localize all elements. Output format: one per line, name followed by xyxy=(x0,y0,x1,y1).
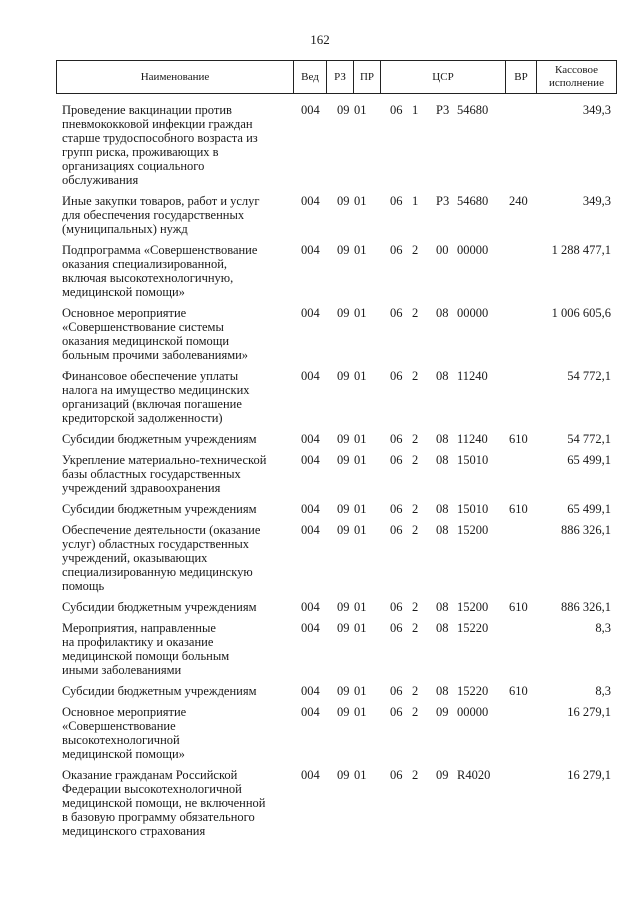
row-name-line: помощь xyxy=(62,579,105,593)
row-vr: 610 xyxy=(509,600,528,614)
row-csr-direction: 00000 xyxy=(457,306,489,320)
row-pr: 01 xyxy=(354,684,367,698)
table-row xyxy=(0,705,640,768)
header-pr: ПР xyxy=(353,61,380,93)
row-csr-program: 06 xyxy=(390,600,403,614)
row-name-line: (муниципальных) нужд xyxy=(62,222,188,236)
table-row xyxy=(0,621,640,684)
row-name xyxy=(62,369,292,425)
row-ved: 004 xyxy=(301,502,320,516)
row-csr-direction: 54680 xyxy=(457,194,489,208)
row-name xyxy=(62,243,292,299)
row-name xyxy=(62,194,292,236)
row-csr-subprogram: 2 xyxy=(412,684,419,698)
row-csr-subprogram: 2 xyxy=(412,502,419,516)
row-name xyxy=(62,103,292,187)
row-csr-subprogram: 2 xyxy=(412,432,419,446)
row-csr-direction: 54680 xyxy=(457,103,489,117)
row-csr-event: 08 xyxy=(436,306,449,320)
row-name-line: Субсидии бюджетным учреждениям xyxy=(62,600,257,614)
row-name-line: Оказание гражданам Российской xyxy=(62,768,238,782)
row-ved: 004 xyxy=(301,243,320,257)
row-pr: 01 xyxy=(354,523,367,537)
table-body xyxy=(0,103,640,845)
row-name-line: Субсидии бюджетным учреждениям xyxy=(62,684,257,698)
header-ved: Вед xyxy=(293,61,326,93)
row-pr: 01 xyxy=(354,621,367,635)
row-csr-direction: 15010 xyxy=(457,453,489,467)
row-csr-event: 08 xyxy=(436,369,449,383)
row-name-line: высокотехнологичной xyxy=(62,733,180,747)
row-csr-direction: 15200 xyxy=(457,523,489,537)
row-name-line: обслуживания xyxy=(62,173,139,187)
row-csr-program: 06 xyxy=(390,103,403,117)
row-name-line: учреждений, оказывающих xyxy=(62,551,208,565)
header-vr: ВР xyxy=(505,61,536,93)
row-pr: 01 xyxy=(354,768,367,782)
row-csr-event: Р3 xyxy=(436,194,450,208)
row-amount: 65 499,1 xyxy=(567,502,611,516)
row-name xyxy=(62,768,292,838)
row-vr: 610 xyxy=(509,432,528,446)
row-rz: 09 xyxy=(337,600,350,614)
row-csr-event: 08 xyxy=(436,453,449,467)
row-csr-event: 09 xyxy=(436,705,449,719)
row-amount: 886 326,1 xyxy=(561,523,611,537)
row-name-line: Основное мероприятие xyxy=(62,306,187,320)
row-csr-program: 06 xyxy=(390,768,403,782)
header-kassa-line2: исполнение xyxy=(549,77,604,89)
table-row xyxy=(0,432,640,453)
header-rz: РЗ xyxy=(326,61,353,93)
row-csr-subprogram: 1 xyxy=(412,194,419,208)
row-ved: 004 xyxy=(301,768,320,782)
row-amount: 886 326,1 xyxy=(561,600,611,614)
row-name xyxy=(62,523,292,593)
row-amount: 54 772,1 xyxy=(567,369,611,383)
row-csr-subprogram: 1 xyxy=(412,103,419,117)
row-csr-event: 00 xyxy=(436,243,449,257)
row-name-line: организациях социального xyxy=(62,159,205,173)
row-csr-event: 08 xyxy=(436,523,449,537)
row-pr: 01 xyxy=(354,369,367,383)
row-csr-direction: 11240 xyxy=(457,369,488,383)
row-pr: 01 xyxy=(354,502,367,516)
row-rz: 09 xyxy=(337,243,350,257)
table-row xyxy=(0,243,640,306)
row-ved: 004 xyxy=(301,684,320,698)
row-name-line: учреждений здравоохранения xyxy=(62,481,221,495)
row-csr-subprogram: 2 xyxy=(412,453,419,467)
row-csr-subprogram: 2 xyxy=(412,243,419,257)
row-csr-direction: 15010 xyxy=(457,502,489,516)
row-rz: 09 xyxy=(337,453,350,467)
row-name-line: Федерации высокотехнологичной xyxy=(62,782,242,796)
header-name: Наименование xyxy=(140,70,210,83)
row-amount: 1 006 605,6 xyxy=(551,306,611,320)
row-csr-subprogram: 2 xyxy=(412,306,419,320)
row-pr: 01 xyxy=(354,243,367,257)
row-name-line: организаций (включая погашение xyxy=(62,397,242,411)
header-kassa xyxy=(536,61,616,93)
row-ved: 004 xyxy=(301,453,320,467)
row-name-line: Мероприятия, направленные xyxy=(62,621,216,635)
row-name-line: базы областных государственных xyxy=(62,467,241,481)
row-name-line: Укрепление материально-технической xyxy=(62,453,267,467)
page-number: 162 xyxy=(310,32,330,47)
table-row xyxy=(0,502,640,523)
row-amount: 349,3 xyxy=(582,103,611,117)
row-csr-direction: R4020 xyxy=(457,768,491,782)
header-csr: ЦСР xyxy=(380,61,505,93)
row-csr-subprogram: 2 xyxy=(412,768,419,782)
row-name-line: «Совершенствование xyxy=(62,719,176,733)
row-csr-event: 08 xyxy=(436,600,449,614)
row-ved: 004 xyxy=(301,432,320,446)
row-name-line: медицинской помощи, не включенной xyxy=(62,796,266,810)
row-amount: 16 279,1 xyxy=(567,705,611,719)
row-name-line: старше трудоспособного возраста из xyxy=(62,131,258,145)
row-name-line: включая высокотехнологичную, xyxy=(62,271,234,285)
row-name-line: в базовую программу обязательного xyxy=(62,810,255,824)
row-name-line: специализированную медицинскую xyxy=(62,565,253,579)
row-csr-direction: 15220 xyxy=(457,621,489,635)
row-csr-program: 06 xyxy=(390,243,403,257)
row-csr-program: 06 xyxy=(390,523,403,537)
row-vr: 240 xyxy=(509,194,528,208)
row-rz: 09 xyxy=(337,502,350,516)
row-ved: 004 xyxy=(301,306,320,320)
row-name xyxy=(62,621,292,677)
row-name-line: пневмококковой инфекции граждан xyxy=(62,117,253,131)
row-ved: 004 xyxy=(301,103,320,117)
row-amount: 54 772,1 xyxy=(567,432,611,446)
row-pr: 01 xyxy=(354,705,367,719)
table-row xyxy=(0,768,640,845)
row-pr: 01 xyxy=(354,194,367,208)
row-pr: 01 xyxy=(354,306,367,320)
table-header xyxy=(56,60,617,94)
row-name xyxy=(62,453,292,495)
row-name-line: Подпрограмма «Совершенствование xyxy=(62,243,258,257)
row-pr: 01 xyxy=(354,103,367,117)
header-kassa-line1: Кассовое xyxy=(555,64,598,76)
row-csr-program: 06 xyxy=(390,369,403,383)
row-name-line: Обеспечение деятельности (оказание xyxy=(62,523,261,537)
row-csr-direction: 11240 xyxy=(457,432,488,446)
row-csr-event: 08 xyxy=(436,502,449,516)
row-rz: 09 xyxy=(337,103,350,117)
table-row xyxy=(0,103,640,194)
row-csr-program: 06 xyxy=(390,453,403,467)
row-rz: 09 xyxy=(337,306,350,320)
row-name-line: больным прочими заболеваниями» xyxy=(62,348,249,362)
row-csr-direction: 00000 xyxy=(457,243,489,257)
row-rz: 09 xyxy=(337,621,350,635)
row-name-line: групп риска, проживающих в xyxy=(62,145,219,159)
row-vr: 610 xyxy=(509,684,528,698)
row-csr-direction: 15220 xyxy=(457,684,489,698)
row-vr: 610 xyxy=(509,502,528,516)
row-csr-program: 06 xyxy=(390,684,403,698)
row-csr-program: 06 xyxy=(390,306,403,320)
row-name-line: медицинской помощи» xyxy=(62,747,185,761)
row-rz: 09 xyxy=(337,194,350,208)
row-rz: 09 xyxy=(337,432,350,446)
row-csr-event: 08 xyxy=(436,684,449,698)
row-amount: 16 279,1 xyxy=(567,768,611,782)
row-name xyxy=(62,306,292,362)
row-csr-subprogram: 2 xyxy=(412,621,419,635)
row-csr-direction: 00000 xyxy=(457,705,489,719)
row-name-line: медицинского страхования xyxy=(62,824,206,838)
row-name-line: на профилактику и оказание xyxy=(62,635,214,649)
row-csr-program: 06 xyxy=(390,432,403,446)
row-name-line: для обеспечения государственных xyxy=(62,208,245,222)
row-csr-subprogram: 2 xyxy=(412,523,419,537)
row-csr-program: 06 xyxy=(390,502,403,516)
table-row xyxy=(0,523,640,600)
row-name-line: Субсидии бюджетным учреждениям xyxy=(62,432,257,446)
row-csr-subprogram: 2 xyxy=(412,600,419,614)
row-ved: 004 xyxy=(301,621,320,635)
row-pr: 01 xyxy=(354,453,367,467)
row-name-line: Субсидии бюджетным учреждениям xyxy=(62,502,257,516)
row-pr: 01 xyxy=(354,432,367,446)
row-ved: 004 xyxy=(301,369,320,383)
row-name-line: «Совершенствование системы xyxy=(62,320,224,334)
row-csr-subprogram: 2 xyxy=(412,369,419,383)
row-rz: 09 xyxy=(337,684,350,698)
row-name-line: Иные закупки товаров, работ и услуг xyxy=(62,194,260,208)
row-name-line: оказания специализированной, xyxy=(62,257,228,271)
table-row xyxy=(0,306,640,369)
row-name xyxy=(62,705,292,761)
row-name-line: Финансовое обеспечение уплаты xyxy=(62,369,239,383)
row-ved: 004 xyxy=(301,523,320,537)
row-csr-event: Р3 xyxy=(436,103,450,117)
table-row xyxy=(0,453,640,502)
row-csr-event: 08 xyxy=(436,432,449,446)
row-rz: 09 xyxy=(337,768,350,782)
row-name xyxy=(62,684,292,698)
row-amount: 1 288 477,1 xyxy=(551,243,611,257)
row-name xyxy=(62,600,292,614)
row-name xyxy=(62,432,292,446)
row-ved: 004 xyxy=(301,194,320,208)
row-ved: 004 xyxy=(301,705,320,719)
row-name-line: Проведение вакцинации против xyxy=(62,103,232,117)
table-row xyxy=(0,684,640,705)
table-row xyxy=(0,194,640,243)
row-pr: 01 xyxy=(354,600,367,614)
table-row xyxy=(0,600,640,621)
row-csr-program: 06 xyxy=(390,705,403,719)
row-name-line: медицинской помощи» xyxy=(62,285,185,299)
row-csr-subprogram: 2 xyxy=(412,705,419,719)
row-name-line: иными заболеваниями xyxy=(62,663,182,677)
row-name-line: кредиторской задолженности) xyxy=(62,411,223,425)
row-name-line: услуг) областных государственных xyxy=(62,537,250,551)
table-row xyxy=(0,369,640,432)
row-rz: 09 xyxy=(337,705,350,719)
row-amount: 8,3 xyxy=(595,621,611,635)
row-rz: 09 xyxy=(337,369,350,383)
row-csr-event: 09 xyxy=(436,768,449,782)
row-csr-program: 06 xyxy=(390,621,403,635)
row-csr-program: 06 xyxy=(390,194,403,208)
row-csr-event: 08 xyxy=(436,621,449,635)
row-csr-direction: 15200 xyxy=(457,600,489,614)
row-name-line: медицинской помощи больным xyxy=(62,649,230,663)
row-name xyxy=(62,502,292,516)
row-rz: 09 xyxy=(337,523,350,537)
row-name-line: Основное мероприятие xyxy=(62,705,187,719)
row-ved: 004 xyxy=(301,600,320,614)
row-amount: 65 499,1 xyxy=(567,453,611,467)
row-amount: 349,3 xyxy=(582,194,611,208)
row-name-line: оказания медицинской помощи xyxy=(62,334,230,348)
row-amount: 8,3 xyxy=(595,684,611,698)
row-name-line: налога на имущество медицинских xyxy=(62,383,250,397)
